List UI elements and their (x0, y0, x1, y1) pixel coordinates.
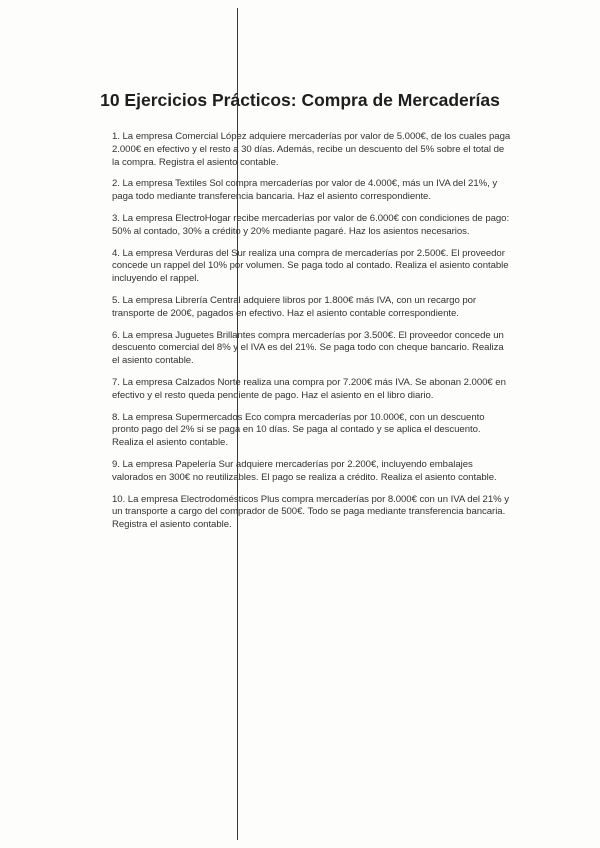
exercise-item-4: 4. La empresa Verduras del Sur realiza una compra de mercaderías por 2.500€. El proveedor concede un rappel del 10% por volumen. Se paga todo al contado. Realiza el asiento contable incluyendo el rappel. (112, 247, 509, 285)
exercise-item-3: 3. La empresa ElectroHogar recibe mercaderías por valor de 6.000€ con condiciones de pago: 50% al contado, 30% a crédito y 20% mediante pagaré. Haz los asientos necesarios. (112, 212, 510, 237)
page-title: 10 Ejercicios Prácticos: Compra de Mercaderías (100, 90, 500, 110)
exercise-item-8: 8. La empresa Supermercados Eco compra mercaderías por 10.000€, con un descuento pronto pago del 2% si se paga en 10 días. Se paga al contado y se aplica el descuento. Realiza el asiento contable. (112, 411, 485, 449)
exercise-item-6: 6. La empresa Juguetes Brillantes compra mercaderías por 3.500€. El proveedor concede un descuento comercial del 8% y el IVA es del 21%. Se paga todo con cheque bancario. Realiza el asiento contable. (112, 329, 504, 367)
exercise-item-10: 10. La empresa Electrodomésticos Plus compra mercaderías por 8.000€ con un IVA del 21% y un transporte a cargo del comprador de 500€. Todo se paga mediante transferencia bancaria. Registra el asiento contable. (112, 493, 509, 531)
exercise-item-5: 5. La empresa Librería Central adquiere libros por 1.800€ más IVA, con un recargo por transporte de 200€, pagados en efectivo. Haz el asiento contable correspondiente. (112, 294, 477, 319)
exercise-list (112, 131, 512, 541)
exercise-item-9: 9. La empresa Papelería Sur adquiere mercaderías por 2.200€, incluyendo embalajes valorados en 300€ no reutilizables. El pago se realiza a crédito. Realiza el asiento contable. (112, 458, 497, 483)
exercise-item-1: 1. La empresa Comercial López adquiere mercaderías por valor de 5.000€, de los cuales paga 2.000€ en efectivo y el resto a 30 días. Además, recibe un descuento del 5% sobre el total de la compra. Registra el asiento contable. (112, 131, 511, 168)
exercise-item-2: 2. La empresa Textiles Sol compra mercaderías por valor de 4.000€, más un IVA del 21%, y paga todo mediante transferencia bancaria. Haz el asiento correspondiente. (112, 178, 498, 203)
exercise-item-7: 7. La empresa Calzados Norte realiza una compra por 7.200€ más IVA. Se abonan 2.000€ en efectivo y el resto queda pendiente de pago. Haz el asiento en el libro diario. (112, 376, 506, 401)
